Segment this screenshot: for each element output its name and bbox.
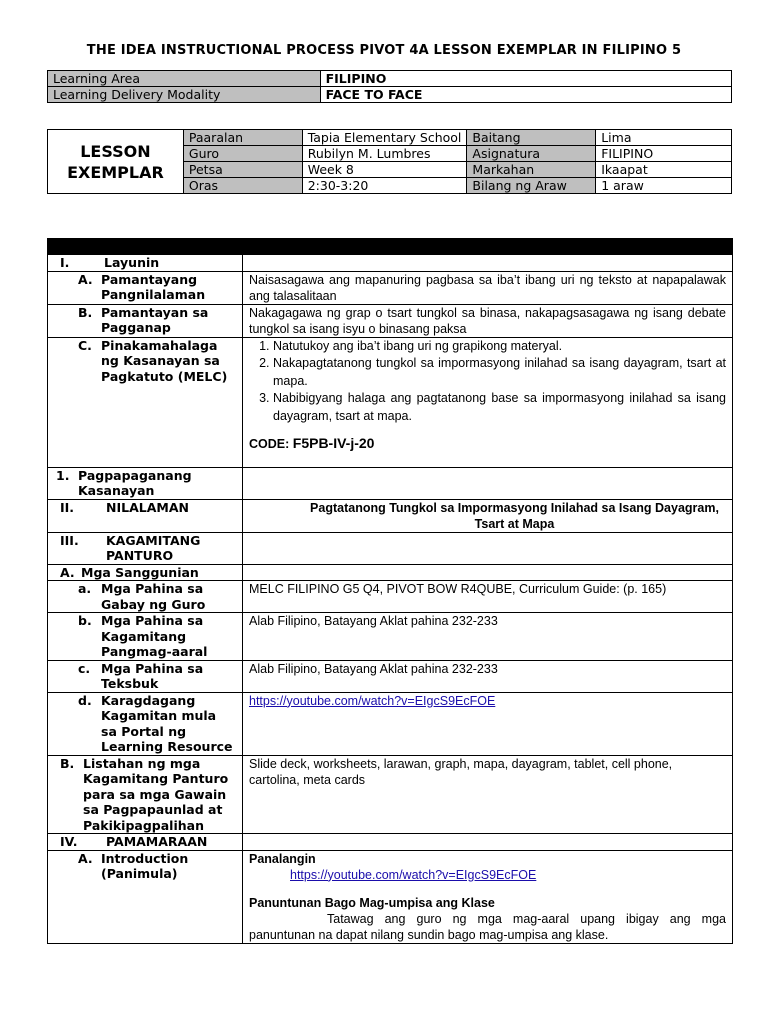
guro-label: Guro — [183, 146, 302, 162]
markahan-label: Markahan — [467, 162, 596, 178]
layunin-row: I. Layunin — [48, 255, 243, 272]
melc-list — [249, 338, 726, 426]
code-value: F5PB-IV-j-20 — [292, 435, 375, 451]
mga-sanggunian-label: A. Mga Sanggunian — [48, 564, 243, 581]
teksbuk-value: Alab Filipino, Batayang Aklat pahina 232-233 — [243, 660, 733, 692]
melc-label: C. Pinakamahalaga ng Kasanayan sa Pagkatuto (MELC) — [48, 337, 243, 467]
gabay-label: a. Mga Pahina sa Gabay ng Guro — [48, 581, 243, 613]
melc-value — [243, 337, 733, 467]
learning-area-table — [47, 70, 732, 103]
gabay-value: MELC FILIPINO G5 Q4, PIVOT BOW R4QUBE, Curriculum Guide: (p. 165) — [243, 581, 733, 613]
pamantayang-nilalaman-value: Naisasagawa ang mapanuring pagbasa sa iba’t ibang uri ng teksto at napapalawak ang talasalitaan — [243, 271, 733, 304]
guro-value: Rubilyn M. Lumbres — [302, 146, 467, 162]
karagdagang-label: d. Karagdagang Kagamitan mula sa Portal ng Learning Resource — [48, 692, 243, 755]
oras-value: 2:30-3:20 — [302, 178, 467, 194]
bilang-label: Bilang ng Araw — [467, 178, 596, 194]
pagpapaganang-label: 1. Pagpapaganang Kasanayan — [48, 467, 243, 499]
lesson-main-table — [47, 238, 733, 944]
markahan-value: Ikaapat — [596, 162, 732, 178]
pangmag-aaral-value: Alab Filipino, Batayang Aklat pahina 232-233 — [243, 613, 733, 661]
petsa-label: Petsa — [183, 162, 302, 178]
lesson-exemplar-label: LESSON EXEMPLAR — [48, 130, 184, 194]
introduction-label: A. Introduction (Panimula) — [48, 850, 243, 943]
baitang-label: Baitang — [467, 130, 596, 146]
paaralan-value: Tapia Elementary School — [302, 130, 467, 146]
melc-item: 1. Natutukoy ang iba’t ibang uri ng grapikong materyal. — [273, 338, 726, 356]
header-bar — [48, 239, 243, 255]
learning-area-value: FILIPINO — [320, 71, 731, 87]
panalangin-title: Panalangin — [249, 851, 316, 866]
modality-value: FACE TO FACE — [320, 87, 731, 103]
melc-code — [249, 435, 726, 452]
listahan-label: B. Listahan ng mga Kagamitang Panturo para sa mga Gawain sa Pagpapaunlad at Pakikipagpalihan — [48, 755, 243, 834]
asignatura-value: FILIPINO — [596, 146, 732, 162]
pangmag-aaral-label: b. Mga Pahina sa Kagamitang Pangmag-aaral — [48, 613, 243, 661]
pamantayang-nilalaman-label: A. Pamantayang Pangnilalaman — [48, 271, 243, 304]
baitang-value: Lima — [596, 130, 732, 146]
melc-item: 3. Nabibigyang halaga ang pagtatanong base sa impormasyong inilahad sa isang dayagram, tsart at mapa. — [273, 390, 726, 425]
code-label: CODE: — [249, 437, 290, 451]
nilalaman-value: Pagtatanong Tungkol sa Impormasyong Inilahad sa Isang Dayagram, Tsart at Mapa — [243, 499, 733, 532]
teksbuk-label: c. Mga Pahina sa Teksbuk — [48, 660, 243, 692]
modality-label: Learning Delivery Modality — [48, 87, 321, 103]
lesson-info-table — [47, 129, 732, 194]
document-title: THE IDEA INSTRUCTIONAL PROCESS PIVOT 4A LESSON EXEMPLAR IN FILIPINO 5 — [86, 43, 682, 58]
panuntunan-title: Panuntunan Bago Mag-umpisa ang Klase — [249, 895, 495, 910]
pamamaraan-label: IV. PAMAMARAAN — [48, 834, 243, 851]
karagdagang-value — [243, 692, 733, 755]
panalangin-link[interactable]: https://youtube.com/watch?v=EIgcS9EcFOE — [290, 867, 537, 882]
asignatura-label: Asignatura — [467, 146, 596, 162]
oras-label: Oras — [183, 178, 302, 194]
pamantayan-pagganap-label: B. Pamantayan sa Pagganap — [48, 304, 243, 337]
bilang-value: 1 araw — [596, 178, 732, 194]
kagamitang-label: III. KAGAMITANG PANTURO — [48, 532, 243, 564]
learning-area-label: Learning Area — [48, 71, 321, 87]
petsa-value: Week 8 — [302, 162, 467, 178]
nilalaman-label: II. NILALAMAN — [48, 499, 243, 532]
melc-item: 2. Nakapagtatanong tungkol sa impormasyong inilahad sa isang dayagram, tsart at mapa. — [273, 355, 726, 390]
panuntunan-text: Tatawag ang guro ng mga mag-aaral upang ibigay ang mga panuntunan na dapat nilang sundin bago mag-umpisa ang klase. — [249, 911, 726, 942]
paaralan-label: Paaralan — [183, 130, 302, 146]
pamantayan-pagganap-value: Nakagagawa ng grap o tsart tungkol sa binasa, nakapagsasagawa ng isang debate tungkol sa isang isyu o binasang paksa — [243, 304, 733, 337]
listahan-value: Slide deck, worksheets, larawan, graph, mapa, dayagram, tablet, cell phone, cartolina, meta cards — [243, 755, 733, 834]
karagdagang-link[interactable]: https://youtube.com/watch?v=EIgcS9EcFOE — [249, 693, 496, 708]
introduction-value — [243, 850, 733, 943]
